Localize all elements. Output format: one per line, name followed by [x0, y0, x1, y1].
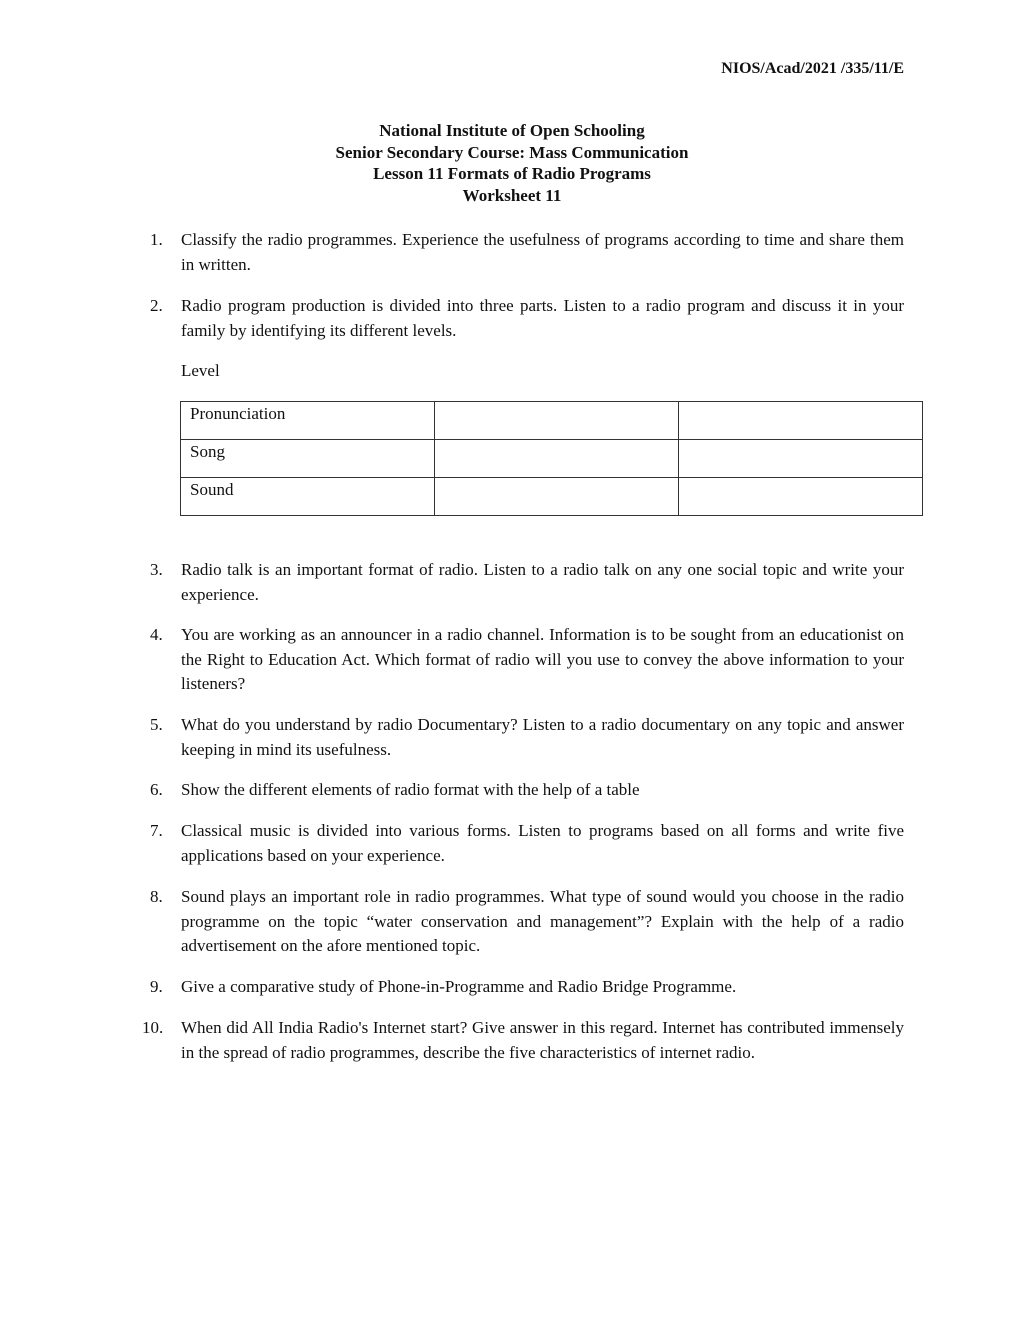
lesson-title: Lesson 11 Formats of Radio Programs [373, 164, 651, 183]
worksheet-header [0, 120, 1024, 206]
question-number: 3. [150, 560, 163, 579]
question-text: What do you understand by radio Documentary? Listen to a radio documentary on any topic and answer keeping in mind its usefulness. [181, 715, 904, 759]
level-label: Level [181, 361, 220, 380]
table-cell [679, 478, 923, 516]
question-number: 4. [150, 625, 163, 644]
table-cell [435, 478, 679, 516]
question-number: 6. [150, 780, 163, 799]
institute-name: National Institute of Open Schooling [379, 121, 645, 140]
question-text: When did All India Radio's Internet start? Give answer in this regard. Internet has contributed immensely in the spread of radio programmes, describe the five characteristics of internet radio. [181, 1018, 904, 1062]
question-text: Show the different elements of radio format with the help of a table [181, 780, 640, 799]
level-table [180, 401, 923, 516]
table-cell [679, 402, 923, 440]
table-cell: Song [181, 440, 435, 478]
question-number: 2. [150, 296, 163, 315]
table-row [181, 440, 923, 478]
question-number: 9. [150, 977, 163, 996]
question-number: 7. [150, 821, 163, 840]
question-text: Classical music is divided into various forms. Listen to programs based on all forms and write five applications based on your experience. [181, 821, 904, 865]
question-number: 8. [150, 887, 163, 906]
table-cell [435, 440, 679, 478]
question-text: Radio program production is divided into three parts. Listen to a radio program and discuss it in your family by identifying its different levels. [181, 296, 904, 340]
question-number: 10. [142, 1018, 164, 1037]
question-text: Give a comparative study of Phone-in-Programme and Radio Bridge Programme. [181, 977, 737, 996]
document-code: NIOS/Acad/2021 /335/11/E [721, 60, 904, 77]
course-name: Senior Secondary Course: Mass Communication [335, 142, 689, 162]
table-row [181, 402, 923, 440]
question-text: Sound plays an important role in radio programmes. What type of sound would you choose in the radio programme on the topic “water conservation and management”? Explain with the help of a radio advertisement on the afore mentioned topic. [181, 887, 904, 955]
question-text: You are working as an announcer in a radio channel. Information is to be sought from an educationist on the Right to Education Act. Which format of radio will you use to convey the above information to your listeners? [181, 625, 904, 693]
question-text: Radio talk is an important format of radio. Listen to a radio talk on any one social topic and write your experience. [181, 560, 904, 604]
table-cell: Sound [181, 478, 435, 516]
question-number: 1. [150, 230, 163, 249]
table-row [181, 478, 923, 516]
table-cell [435, 402, 679, 440]
table-cell: Pronunciation [181, 402, 435, 440]
table-cell [679, 440, 923, 478]
question-text: Classify the radio programmes. Experience the usefulness of programs according to time and share them in written. [181, 230, 904, 274]
worksheet-title: Worksheet 11 [462, 185, 562, 205]
question-number: 5. [150, 715, 163, 734]
